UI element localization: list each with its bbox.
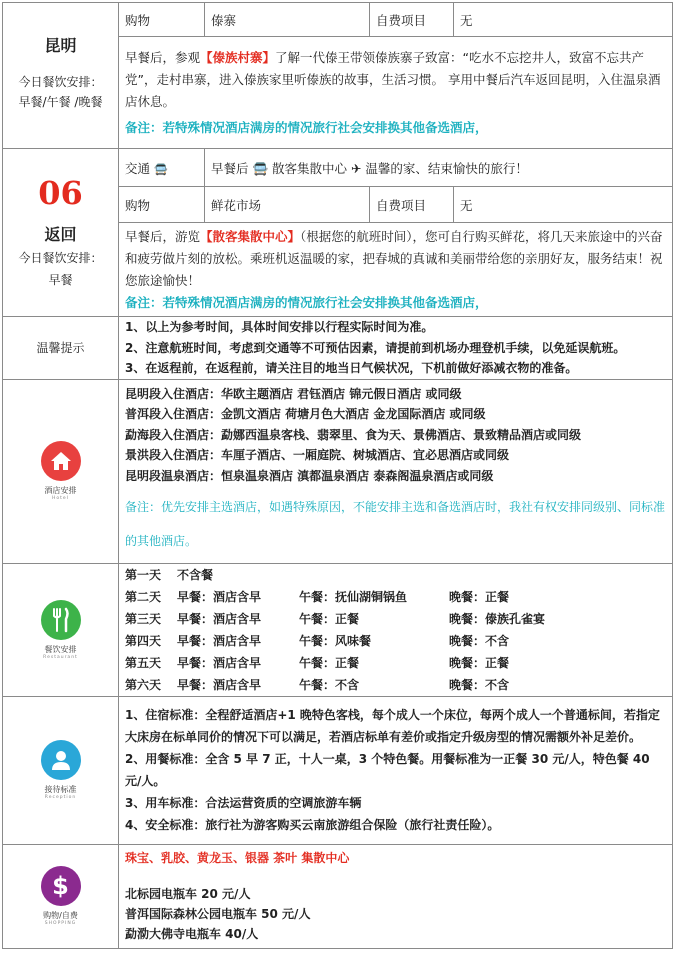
day6-desc-post: （根据您的航班时间），您可自行购买鲜花，将几天来旅途中的兴奋和疲劳做片刻的放松。乘班机返温暖的家，把春城的真诚和美丽带给您的亲朋好友，服务结束！祝您旅途愉快！ [125, 228, 663, 288]
hotel-item: 昆明段入住酒店：华欧主题酒店 君钰酒店 锦元假日酒店 或同级 [125, 386, 462, 401]
meal-dinner: 晚餐：傣族孔雀宴 [449, 611, 546, 626]
shopping-content [119, 844, 673, 948]
fork-knife-icon [41, 600, 81, 640]
shopping-sub: SHOPPING [44, 921, 77, 926]
dollar-icon: $ [41, 866, 81, 906]
day6-description [119, 223, 673, 317]
meal-row [125, 586, 666, 608]
reception-icon-cell [3, 696, 119, 844]
meal-lunch: 午餐：正餐 [299, 611, 360, 626]
shopping-label: 购物/自费 [43, 911, 78, 920]
restaurant-icon-cell [3, 563, 119, 696]
shopping-icon-cell [3, 844, 119, 948]
shopping-highlight: 珠宝、乳胶、黄龙玉、银器 茶叶 集散中心 [125, 851, 350, 865]
meal-dinner: 晚餐：正餐 [449, 589, 510, 604]
meal-breakfast: 早餐：酒店含早 [177, 633, 262, 648]
hotel-icon-cell [3, 379, 119, 563]
meal-day: 第一天 [125, 567, 162, 582]
day6-self-label: 自费项目 [370, 187, 454, 223]
day6-desc-pre: 早餐后，游览 [125, 228, 201, 244]
day6-info-cell [3, 149, 119, 317]
reception-label: 接待标准 [44, 785, 77, 794]
meal-dinner: 晚餐：不含 [449, 633, 510, 648]
tips-label: 温馨提示 [3, 317, 119, 380]
itinerary-table [2, 2, 673, 949]
meal-day: 第二天 [125, 589, 162, 604]
hotel-item: 勐海段入住酒店：勐娜西温泉客栈、翡翠里、食为天、景佛酒店、景致精品酒店或同级 [125, 427, 582, 442]
day5-note: 备注：若特殊情况酒店满房的情况旅行社会安排换其他备选酒店， [125, 119, 488, 135]
meal-breakfast: 不含餐 [177, 567, 214, 582]
reception-item: 3、用车标准：合法运营资质的空调旅游车辆 [125, 796, 362, 810]
shopping-item: 北标园电瓶车 20 元/人 [125, 887, 251, 901]
meal-day: 第六天 [125, 677, 162, 692]
reception-item: 2、用餐标准：全含 5 早 7 正，十人一桌，3 个特色餐。用餐标准为一正餐 30 元/人，特色餐 40 元/人。 [125, 752, 650, 788]
hotel-note: 备注：优先安排主选酒店，如遇特殊原因，不能安排主选和备选酒店时，我社有权安排同级别、同标准的其他酒店。 [125, 500, 666, 549]
meal-row [125, 608, 666, 630]
day5-info-cell [3, 3, 119, 149]
shopping-item: 普洱国际森林公园电瓶车 50 元/人 [125, 907, 311, 921]
person-icon [41, 740, 81, 780]
hotel-content [119, 379, 673, 563]
tip-item: 1、以上为参考时间，具体时间安排以行程实际时间为准。 [125, 320, 434, 334]
day5-city: 昆明 [44, 36, 77, 55]
day6-city: 返回 [44, 225, 77, 244]
day6-self-value: 无 [454, 187, 673, 223]
transport-label-text: 交通 [125, 160, 151, 176]
day6-transport-value: 早餐后 🚍 散客集散中心 ✈ 温馨的家、结束愉快的旅行！ [205, 149, 673, 187]
shopping-item: 勐泐大佛寺电瓶车 40/人 [125, 927, 259, 941]
meal-breakfast: 早餐：酒店含早 [177, 655, 262, 670]
hotel-item: 昆明段温泉酒店：恒泉温泉酒店 滇都温泉酒店 泰森阁温泉酒店或同级 [125, 468, 494, 483]
meal-lunch: 午餐：抚仙湖铜锅鱼 [299, 589, 408, 604]
reception-item: 1、住宿标准：全程舒适酒店+1 晚特色客栈，每个成人一个床位，每两个成人一个普通标间，若指定大床房在标单同价的情况下可以满足，若酒店标单有差价或指定升级房型的情况需额外补足差价。 [125, 708, 660, 744]
meal-schedule [119, 563, 673, 696]
meal-day: 第四天 [125, 633, 162, 648]
tip-item: 2、注意航班时间，考虑到交通等不可预估因素，请提前到机场办理登机手续，以免延误航班。 [125, 340, 626, 355]
day6-note: 备注：若特殊情况酒店满房的情况旅行社会安排换其他备选酒店， [125, 294, 488, 310]
day6-meals-value: 早餐 [48, 273, 73, 287]
meal-row [125, 564, 666, 586]
hotel-sub: Hotel [52, 496, 69, 501]
day5-meals-label: 今日餐饮安排： [18, 75, 103, 89]
day5-desc-post: 了解一代傣王带领傣族寨子致富：“吃水不忘挖井人，致富不忘共产党”，走村串寨，进入傣族家里听傣族的故事，生活习惯。 享用中餐后汽车返回昆明，入住温泉酒店休息。 [125, 49, 661, 109]
day5-self-value: 无 [454, 3, 673, 37]
meal-day: 第三天 [125, 611, 162, 626]
bus-icon: 🚍 [154, 162, 168, 176]
day5-meals-value: 早餐/午餐 /晚餐 [18, 95, 103, 109]
tip-item: 3、在返程前，在返程前，请关注目的地当日气候状况，下机前做好添减衣物的准备。 [125, 361, 578, 375]
meal-row [125, 674, 666, 696]
home-icon [41, 441, 81, 481]
day5-desc-highlight: 【傣族村寨】 [200, 49, 276, 65]
meal-row [125, 630, 666, 652]
meal-breakfast: 早餐：酒店含早 [177, 611, 262, 626]
meal-breakfast: 早餐：酒店含早 [177, 589, 262, 604]
day5-shop-label: 购物 [119, 3, 205, 37]
meal-dinner: 晚餐：不含 [449, 677, 510, 692]
meal-lunch: 午餐：不含 [299, 677, 360, 692]
meal-day: 第五天 [125, 655, 162, 670]
hotel-item: 普洱段入住酒店：金凯文酒店 荷塘月色大酒店 金龙国际酒店 或同级 [125, 407, 486, 422]
restaurant-label: 餐饮安排 [44, 644, 77, 654]
day6-shop-label: 购物 [119, 187, 205, 223]
meal-breakfast: 早餐：酒店含早 [177, 677, 262, 692]
reception-item: 4、安全标准：旅行社为游客购买云南旅游组合保险（旅行社责任险）。 [125, 818, 500, 832]
reception-content [119, 696, 673, 844]
day6-meals-label: 今日餐饮安排： [18, 251, 103, 265]
hotel-label: 酒店安排 [44, 486, 77, 495]
meal-row [125, 652, 666, 674]
day6-number: 06 [38, 174, 83, 212]
hotel-item: 景洪段入住酒店：车厘子酒店、一厢庭院、树城酒店、宜必思酒店或同级 [125, 448, 510, 463]
day6-desc-highlight: 【散客集散中心】 [200, 228, 301, 244]
meal-lunch: 午餐：风味餐 [299, 633, 372, 648]
meal-dinner: 晚餐：正餐 [449, 655, 510, 670]
day5-shop-value: 傣寨 [205, 3, 370, 37]
restaurant-sub: Restaurant [43, 654, 78, 660]
day5-desc-pre: 早餐后，参观 [125, 49, 201, 65]
meal-lunch: 午餐：正餐 [299, 655, 360, 670]
day6-shop-value: 鲜花市场 [205, 187, 370, 223]
day5-self-label: 自费项目 [370, 3, 454, 37]
day5-description [119, 37, 673, 149]
tips-list [119, 317, 673, 380]
day6-transport-label [119, 149, 205, 187]
reception-sub: Reception [44, 795, 77, 800]
